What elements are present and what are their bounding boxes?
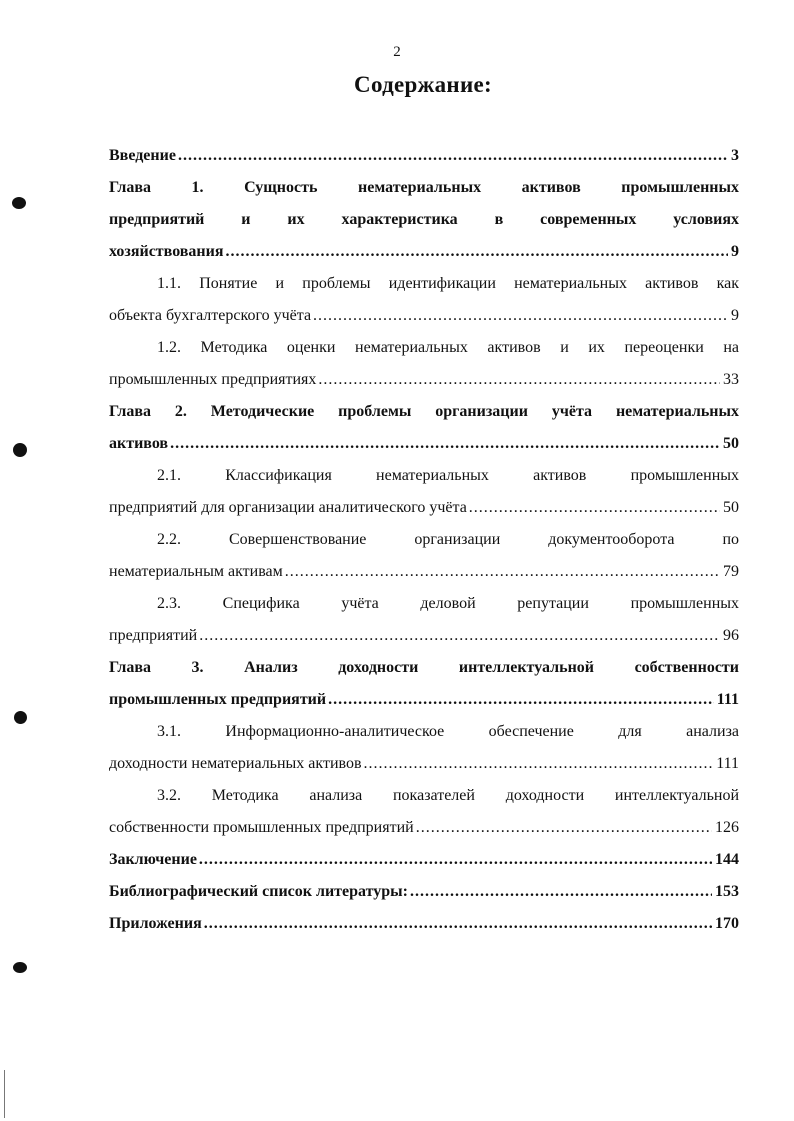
toc-entry-bibliography[interactable] [109, 876, 739, 908]
toc-page-number: 144 [715, 851, 739, 868]
toc-entry-label: предприятий [109, 627, 198, 644]
binding-hole-mark [13, 443, 27, 457]
toc-page-number: 9 [731, 307, 739, 324]
table-of-contents [109, 140, 739, 940]
toc-entry-label: промышленных предприятиях [109, 371, 317, 388]
toc-page-number: 111 [716, 691, 739, 708]
toc-entry-section-1-2[interactable] [109, 332, 739, 396]
toc-entry-chapter-3[interactable] [109, 652, 739, 716]
binding-hole-mark [13, 962, 27, 973]
toc-entry-label: предприятий для организации аналитического учёта [109, 499, 467, 516]
toc-entry-section-2-3[interactable] [109, 588, 739, 652]
dot-leader [313, 300, 728, 332]
toc-entry-line: 3.1. Информационно-аналитическое обеспечение для анализа [157, 723, 739, 740]
toc-entry-section-3-1[interactable] [109, 716, 739, 780]
toc-entry-label: Введение [109, 147, 176, 164]
scan-edge-line [4, 1070, 5, 1118]
toc-page-number: 153 [715, 883, 739, 900]
toc-entry-label: нематериальным активам [109, 563, 283, 580]
toc-entry-chapter-2[interactable] [109, 396, 739, 460]
toc-entry-appendices[interactable] [109, 908, 739, 940]
dot-leader [469, 492, 720, 524]
toc-entry-line: 2.2. Совершенствование организации документооборота по [157, 531, 739, 548]
toc-entry-line: Глава 3. Анализ доходности интеллектуальной собственности [109, 659, 739, 676]
toc-entry-line: предприятий и их характеристика в современных условиях [109, 211, 739, 228]
toc-entry-label: Библиографический список литературы: [109, 883, 408, 900]
dot-leader [226, 236, 728, 268]
dot-leader [318, 364, 720, 396]
toc-page-number: 33 [723, 371, 739, 388]
toc-entry-line: Глава 1. Сущность нематериальных активов промышленных [109, 179, 739, 196]
toc-entry-label: Заключение [109, 851, 197, 868]
dot-leader [416, 812, 712, 844]
toc-entry-line: 1.2. Методика оценки нематериальных активов и их переоценки на [157, 339, 739, 356]
dot-leader [364, 748, 714, 780]
toc-entry-conclusion[interactable] [109, 844, 739, 876]
toc-entry-section-3-2[interactable] [109, 780, 739, 844]
toc-entry-section-2-2[interactable] [109, 524, 739, 588]
toc-entry-line: 3.2. Методика анализа показателей доходности интеллектуальной [157, 787, 739, 804]
dot-leader [199, 844, 712, 876]
toc-page-number: 111 [716, 755, 739, 772]
toc-entry-line: 1.1. Понятие и проблемы идентификации нематериальных активов как [157, 275, 739, 292]
binding-hole-mark [12, 197, 26, 209]
toc-entry-label: собственности промышленных предприятий [109, 819, 414, 836]
binding-hole-mark [14, 711, 27, 724]
dot-leader [328, 684, 714, 716]
toc-page-number: 170 [715, 915, 739, 932]
toc-entry-section-2-1[interactable] [109, 460, 739, 524]
toc-entry-section-1-1[interactable] [109, 268, 739, 332]
toc-entry-introduction[interactable] [109, 140, 739, 172]
toc-entry-label: Приложения [109, 915, 202, 932]
toc-entry-label: активов [109, 435, 169, 452]
toc-page-number: 126 [715, 819, 739, 836]
dot-leader [285, 556, 720, 588]
dot-leader [178, 140, 728, 172]
toc-entry-line: 2.3. Специфика учёта деловой репутации промышленных [157, 595, 739, 612]
toc-page-number: 3 [731, 147, 739, 164]
dot-leader [199, 620, 720, 652]
toc-entry-label: хозяйствования [109, 243, 224, 260]
dot-leader [410, 876, 712, 908]
toc-page-number: 79 [723, 563, 739, 580]
toc-entry-label: промышленных предприятий [109, 691, 327, 708]
page-number: 2 [393, 44, 401, 60]
dot-leader [204, 908, 712, 940]
toc-entry-line: Глава 2. Методические проблемы организации учёта нематериальных [109, 403, 739, 420]
toc-entry-label: объекта бухгалтерского учёта [109, 307, 312, 324]
dot-leader [170, 428, 720, 460]
toc-page-number: 9 [731, 243, 739, 260]
toc-entry-label: доходности нематериальных активов [109, 755, 362, 772]
toc-page-number: 50 [723, 435, 739, 452]
toc-page-number: 50 [723, 499, 739, 516]
page-title: Содержание: [354, 72, 492, 97]
toc-page-number: 96 [723, 627, 739, 644]
toc-entry-chapter-1[interactable] [109, 172, 739, 268]
toc-entry-line: 2.1. Классификация нематериальных активов промышленных [157, 467, 739, 484]
